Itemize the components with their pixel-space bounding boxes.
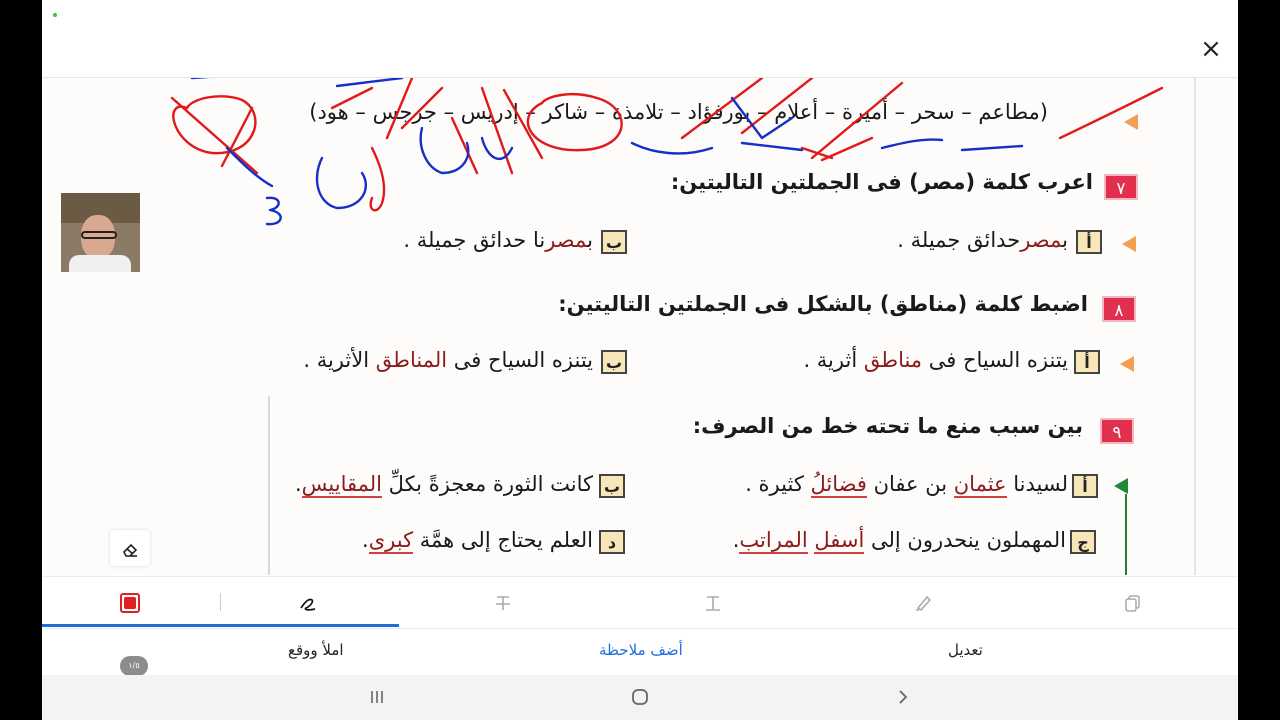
option-b-box: ب <box>599 474 625 498</box>
name-list-line: (مطاعم – سحر – أميرة – أعلام – بورفؤاد – تلامذة – شاكر – إدريس – جرجس – هود) <box>309 100 1048 124</box>
color-picker-button[interactable] <box>100 577 160 627</box>
q8-a-rest: أثرية . <box>803 348 864 372</box>
app-screen <box>42 0 1238 720</box>
question-9-heading: بين سبب منع ما تحته خط من الصرف: <box>692 414 1083 438</box>
q9-b-rest: . <box>294 472 302 496</box>
blue-underline <box>192 78 402 86</box>
q8-b-prefix: يتنزه السياح فى <box>447 348 593 372</box>
q8-a-highlight: مناطق <box>863 348 923 372</box>
q7-b-highlight: مصر <box>545 228 588 252</box>
q9-c-prefix: المهملون ينحدرون إلى <box>864 528 1066 552</box>
option-a-box: أ <box>1076 230 1102 254</box>
blue-scribble <box>317 158 366 208</box>
action-bar <box>42 628 1238 675</box>
red-circle-mark <box>528 94 622 150</box>
q7-a-highlight: مصر <box>1020 228 1063 252</box>
text-tool-button[interactable] <box>683 577 743 627</box>
q8-a-prefix: يتنزه السياح فى <box>922 348 1068 372</box>
q7-b-rest: نا حدائق جميلة . <box>403 228 546 252</box>
highlighter-icon <box>913 593 933 613</box>
recent-apps-button[interactable] <box>357 683 397 711</box>
active-tool-indicator <box>42 624 399 627</box>
strikethrough-tool-button[interactable] <box>473 577 533 627</box>
recent-apps-icon <box>369 689 385 705</box>
q8-b-rest: الأثرية . <box>303 348 376 372</box>
copy-icon <box>1123 593 1143 613</box>
q8-b-highlight: المناطق <box>375 348 448 372</box>
page-indicator: ١/٥ <box>120 656 148 676</box>
q9-d-highlight: كبرى <box>368 528 414 552</box>
q9-a-highlight2: فضائلُ <box>810 472 867 496</box>
blue-scribble <box>882 140 1022 150</box>
toolbar-separator <box>220 593 221 611</box>
webcam-thumbnail[interactable] <box>61 193 140 272</box>
pen-tool-button[interactable] <box>278 577 338 627</box>
system-navigation-bar <box>42 675 1238 720</box>
q9-b-highlight: المقاييس <box>301 472 382 496</box>
home-icon <box>631 688 649 706</box>
q9-a-mid: بن عفان <box>866 472 954 496</box>
q7-b-prefix: ب <box>587 228 593 252</box>
option-c-box: ج <box>1070 530 1096 554</box>
q9-c-highlight2: المراتب <box>739 528 808 552</box>
edit-button[interactable]: تعديل <box>948 641 983 659</box>
eraser-button[interactable] <box>110 530 150 566</box>
annotation-toolbar <box>42 576 1238 627</box>
pen-icon <box>297 592 319 614</box>
option-b-box: ب <box>601 350 627 374</box>
home-button[interactable] <box>620 683 660 711</box>
webcam-shirt <box>69 255 131 272</box>
q9-d-prefix: العلم يحتاج إلى همَّة <box>413 528 593 552</box>
question-number-8: ٨ <box>1102 296 1136 322</box>
option-b-box: ب <box>601 230 627 254</box>
q9-a-rest: كثيرة . <box>745 472 811 496</box>
q7-a-prefix: ب <box>1062 228 1068 252</box>
q9-d-rest: . <box>362 528 369 552</box>
blue-scribble <box>267 198 281 224</box>
back-button[interactable] <box>883 683 923 711</box>
fill-sign-button[interactable]: املأ ووقع <box>288 641 344 659</box>
eraser-icon <box>120 539 140 559</box>
add-note-button[interactable]: أضف ملاحظة <box>599 641 683 659</box>
close-button[interactable]: × <box>1200 34 1222 64</box>
q7-a-rest: حدائق جميلة . <box>897 228 1021 252</box>
blue-scribble <box>732 98 802 150</box>
webcam-glasses <box>81 231 117 239</box>
color-icon <box>120 593 140 613</box>
document-page[interactable] <box>42 78 1238 575</box>
text-icon <box>703 593 723 613</box>
option-a-box: أ <box>1072 474 1098 498</box>
option-a-box: أ <box>1074 350 1100 374</box>
question-7-heading: اعرب كلمة (مصر) فى الجملتين التاليتين: <box>670 170 1093 194</box>
red-cross-mark <box>172 98 257 173</box>
q9-b-prefix: كانت الثورة معجزةً بكلِّ <box>382 472 593 496</box>
q9-a-prefix: لسيدنا <box>1006 472 1068 496</box>
red-check-mark <box>1060 88 1162 138</box>
status-dot <box>53 13 57 17</box>
back-icon <box>896 689 910 705</box>
q9-c-highlight: أسفل <box>814 528 865 552</box>
copy-tool-button[interactable] <box>1103 577 1163 627</box>
highlighter-tool-button[interactable] <box>893 577 953 627</box>
question-8-heading: اضبط كلمة (مناطق) بالشكل فى الجملتين التاليتين: <box>558 292 1088 316</box>
question-number-7: ٧ <box>1104 174 1138 200</box>
red-check-mark <box>332 78 442 138</box>
q9-c-rest: . <box>732 528 740 552</box>
q9-a-highlight: عثمان <box>953 472 1007 496</box>
top-bar <box>42 0 1238 78</box>
handwriting-annotations <box>42 78 1238 575</box>
question-number-9: ٩ <box>1100 418 1134 444</box>
blue-scribble <box>632 143 712 153</box>
red-scribble <box>371 148 384 210</box>
strikethrough-icon <box>493 593 513 613</box>
option-d-box: د <box>599 530 625 554</box>
